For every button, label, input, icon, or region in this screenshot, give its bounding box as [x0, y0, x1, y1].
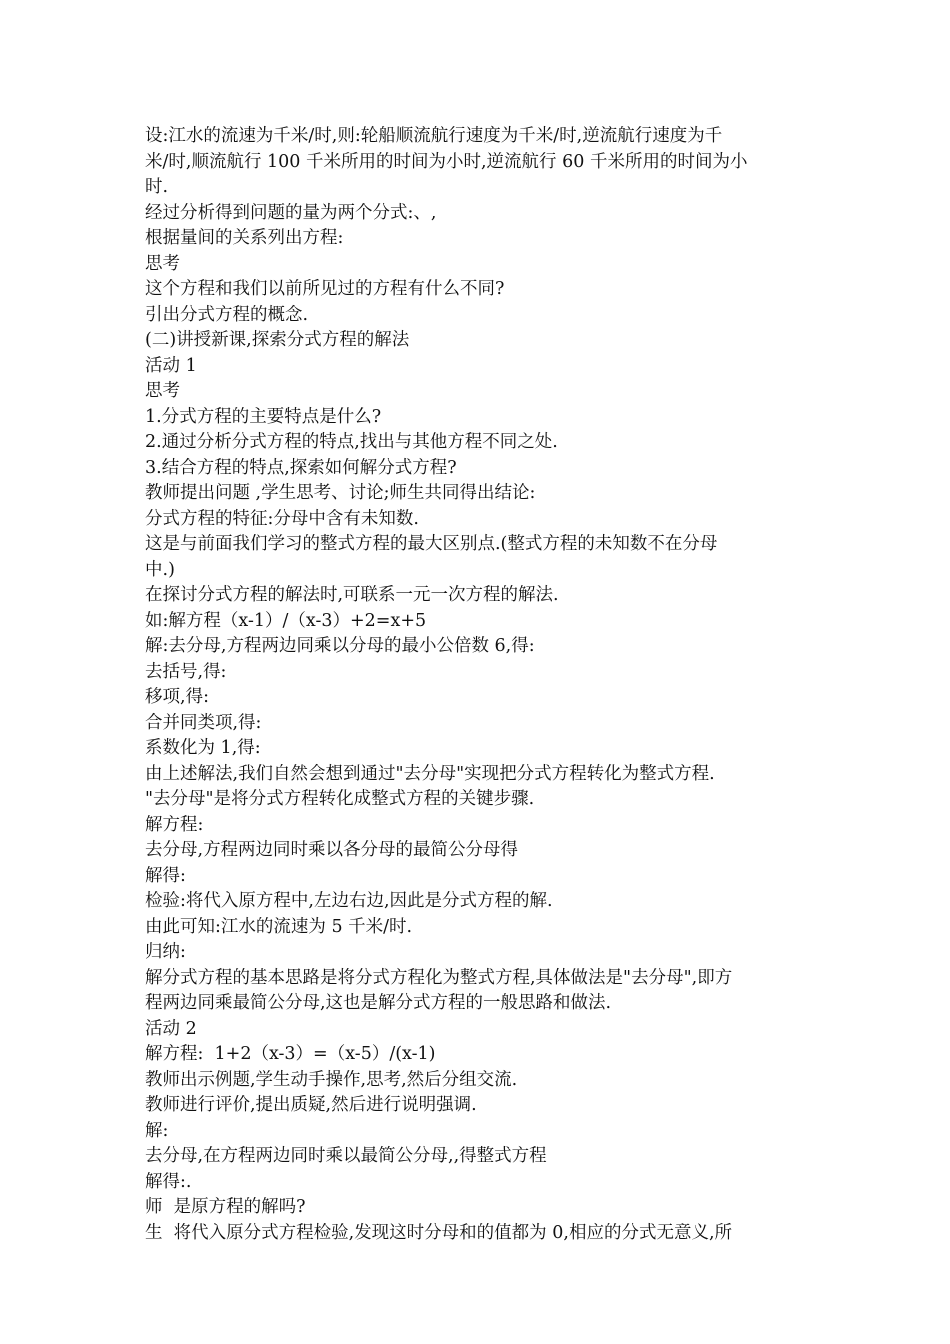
- section-heading: 思考: [145, 253, 180, 274]
- list-item: 1.分式方程的主要特点是什么?: [145, 406, 382, 427]
- text-line: 去分母,方程两边同时乘以各分母的最简公分母得: [145, 840, 519, 860]
- text-line: 教师提出问题 ,学生思考、讨论;师生共同得出结论:: [145, 483, 536, 503]
- text-line: 在探讨分式方程的解法时,可联系一元一次方程的解法.: [145, 585, 559, 605]
- activity-heading: 活动 1: [145, 355, 197, 376]
- text-line: 由此可知:江水的流速为 5 千米/时.: [145, 916, 413, 937]
- text-line: 这是与前面我们学习的整式方程的最大区别点.(整式方程的未知数不在分母: [145, 534, 718, 554]
- text-line: 分式方程的特征:分母中含有未知数.: [145, 508, 419, 529]
- list-item: 2.通过分析分式方程的特点,找出与其他方程不同之处.: [145, 432, 558, 452]
- text-line: 引出分式方程的概念.: [145, 304, 309, 325]
- section-heading: 思考: [145, 381, 180, 401]
- equation-line: 解方程: 1+2（x-3）=（x-5）/(x-1): [145, 1044, 436, 1064]
- text-line: 设:江水的流速为千米/时,则:轮船顺流航行速度为千米/时,逆流航行速度为千: [145, 126, 723, 146]
- text-line: 这个方程和我们以前所见过的方程有什么不同?: [145, 279, 505, 299]
- document-text: [145, 124, 815, 1246]
- text-line: 解得:: [145, 865, 186, 886]
- list-item: 3.结合方程的特点,探索如何解分式方程?: [145, 457, 457, 478]
- text-line: 程两边同乘最简公分母,这也是解分式方程的一般思路和做法.: [145, 993, 612, 1013]
- text-line: 移项,得:: [145, 687, 209, 707]
- text-line: 经过分析得到问题的量为两个分式:、,: [145, 202, 437, 223]
- text-line: 去分母,在方程两边同时乘以最简公分母,,得整式方程: [145, 1146, 547, 1166]
- text-line: 根据量间的关系列出方程:: [145, 228, 344, 248]
- dialogue-line: 师 是原方程的解吗?: [145, 1197, 306, 1217]
- text-line: 米/时,顺流航行 100 千米所用的时间为小时,逆流航行 60 千米所用的时间为小: [145, 151, 748, 172]
- text-line: 时.: [145, 177, 169, 197]
- section-heading: 归纳:: [145, 942, 186, 962]
- text-line: 解得:.: [145, 1171, 192, 1192]
- section-heading: (二)讲授新课,探索分式方程的解法: [145, 330, 410, 350]
- text-line: 解:去分母,方程两边同乘以分母的最小公倍数 6,得:: [145, 636, 535, 656]
- text-line: 由上述解法,我们自然会想到通过"去分母"实现把分式方程转化为整式方程.: [145, 763, 715, 784]
- activity-heading: 活动 2: [145, 1018, 197, 1039]
- text-line: 解:: [145, 1120, 169, 1141]
- text-line: 教师出示例题,学生动手操作,思考,然后分组交流.: [145, 1069, 518, 1090]
- text-line: "去分母"是将分式方程转化成整式方程的关键步骤.: [145, 789, 535, 809]
- text-line: 检验:将代入原方程中,左边右边,因此是分式方程的解.: [145, 891, 553, 911]
- text-line: 解方程:: [145, 814, 204, 835]
- text-line: 教师进行评价,提出质疑,然后进行说明强调.: [145, 1095, 477, 1115]
- text-line: 系数化为 1,得:: [145, 738, 261, 758]
- text-line: 合并同类项,得:: [145, 712, 262, 733]
- equation-line: 如:解方程（x-1）/（x-3）+2=x+5: [145, 610, 427, 631]
- text-line: 解分式方程的基本思路是将分式方程化为整式方程,具体做法是"去分母",即方: [145, 967, 733, 988]
- text-line: 中.): [145, 559, 175, 580]
- text-line: 去括号,得:: [145, 661, 227, 682]
- dialogue-line: 生 将代入原分式方程检验,发现这时分母和的值都为 0,相应的分式无意义,所: [145, 1222, 733, 1243]
